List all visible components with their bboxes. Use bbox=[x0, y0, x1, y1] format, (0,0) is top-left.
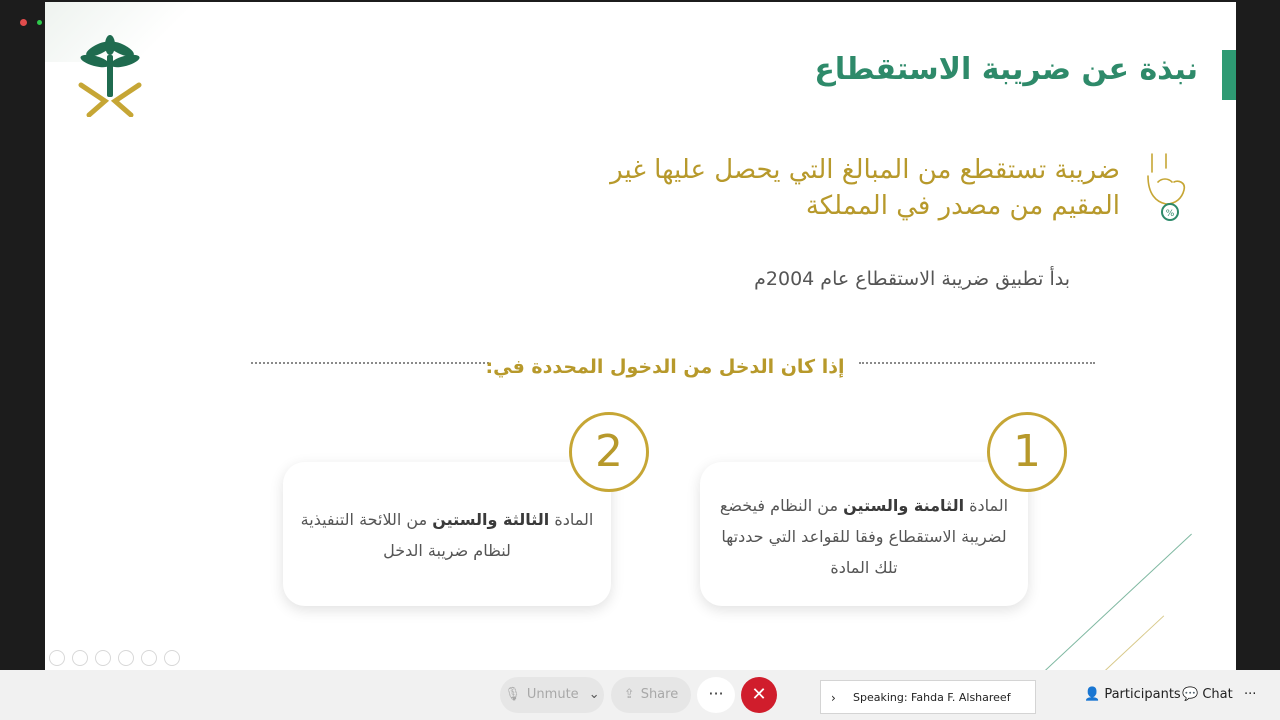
headline-line-2: المقيم من مصدر في المملكة bbox=[805, 191, 1120, 221]
chevron-right-icon: › bbox=[831, 691, 836, 705]
share-icon: ⇪ bbox=[623, 687, 635, 702]
number-badge-2: 2 bbox=[569, 412, 649, 492]
condition-heading: إذا كان الدخل من الدخول المحددة في: bbox=[485, 356, 845, 378]
leave-button[interactable]: ✕ bbox=[741, 677, 777, 713]
slide-tools bbox=[49, 650, 180, 666]
palm-swords-logo-icon bbox=[75, 35, 145, 117]
card-1-text: المادة الثامنة والستين من النظام فيخضع لضريبة الاستقطاع وفقا للقواعد التي حددتها تلك المادة bbox=[719, 496, 1009, 577]
card-article-63 bbox=[283, 462, 611, 606]
chat-button[interactable] bbox=[1182, 677, 1233, 713]
more-button[interactable]: ··· bbox=[697, 677, 735, 713]
unmute-label: Unmute bbox=[526, 687, 579, 702]
hand-coin-percent-icon bbox=[1144, 152, 1196, 226]
chat-label: Chat bbox=[1202, 687, 1233, 702]
prev-slide-icon[interactable] bbox=[49, 650, 65, 666]
start-year-text: بدأ تطبيق ضريبة الاستقطاع عام 2004م bbox=[754, 268, 1070, 290]
zoom-icon[interactable] bbox=[141, 650, 157, 666]
title-accent-bar bbox=[1222, 50, 1236, 100]
next-slide-icon[interactable] bbox=[72, 650, 88, 666]
microphone-muted-icon: 🎙 bbox=[504, 687, 521, 702]
svg-text:%: % bbox=[1165, 209, 1175, 219]
options-icon[interactable] bbox=[164, 650, 180, 666]
speaking-text: Speaking: Fahda F. Alshareef bbox=[853, 691, 1011, 704]
grid-icon[interactable] bbox=[118, 650, 134, 666]
overflow-menu-button[interactable]: ··· bbox=[1244, 687, 1257, 702]
presentation-slide bbox=[45, 2, 1236, 670]
divider-left bbox=[251, 362, 489, 364]
card-article-68 bbox=[700, 462, 1028, 606]
decorative-line-2 bbox=[1105, 615, 1164, 670]
pen-icon[interactable] bbox=[95, 650, 111, 666]
chevron-down-icon[interactable]: ⌄ bbox=[588, 687, 600, 702]
participants-button[interactable] bbox=[1084, 677, 1181, 713]
slide-title: نبذة عن ضريبة الاستقطاع bbox=[814, 52, 1198, 87]
divider-right bbox=[859, 362, 1095, 364]
chat-icon: 💬 bbox=[1182, 687, 1199, 702]
card-2-text: المادة الثالثة والستين من اللائحة التنفيذية لنظام ضريبة الدخل bbox=[300, 510, 594, 560]
window-status-dot bbox=[37, 20, 42, 25]
decorative-line-1 bbox=[1045, 534, 1192, 670]
share-button[interactable] bbox=[611, 677, 691, 713]
unmute-button[interactable] bbox=[500, 677, 604, 713]
share-label: Share bbox=[640, 687, 679, 702]
window-close-dot[interactable] bbox=[20, 19, 27, 26]
headline-line-1: ضريبة تستقطع من المبالغ التي يحصل عليها غير bbox=[610, 155, 1120, 185]
meeting-toolbar bbox=[0, 670, 1280, 720]
participants-icon: 👤 bbox=[1084, 687, 1101, 702]
number-badge-1: 1 bbox=[987, 412, 1067, 492]
participants-label: Participants bbox=[1104, 687, 1181, 702]
slide-headline bbox=[480, 152, 1120, 224]
speaking-indicator[interactable] bbox=[820, 680, 1036, 714]
